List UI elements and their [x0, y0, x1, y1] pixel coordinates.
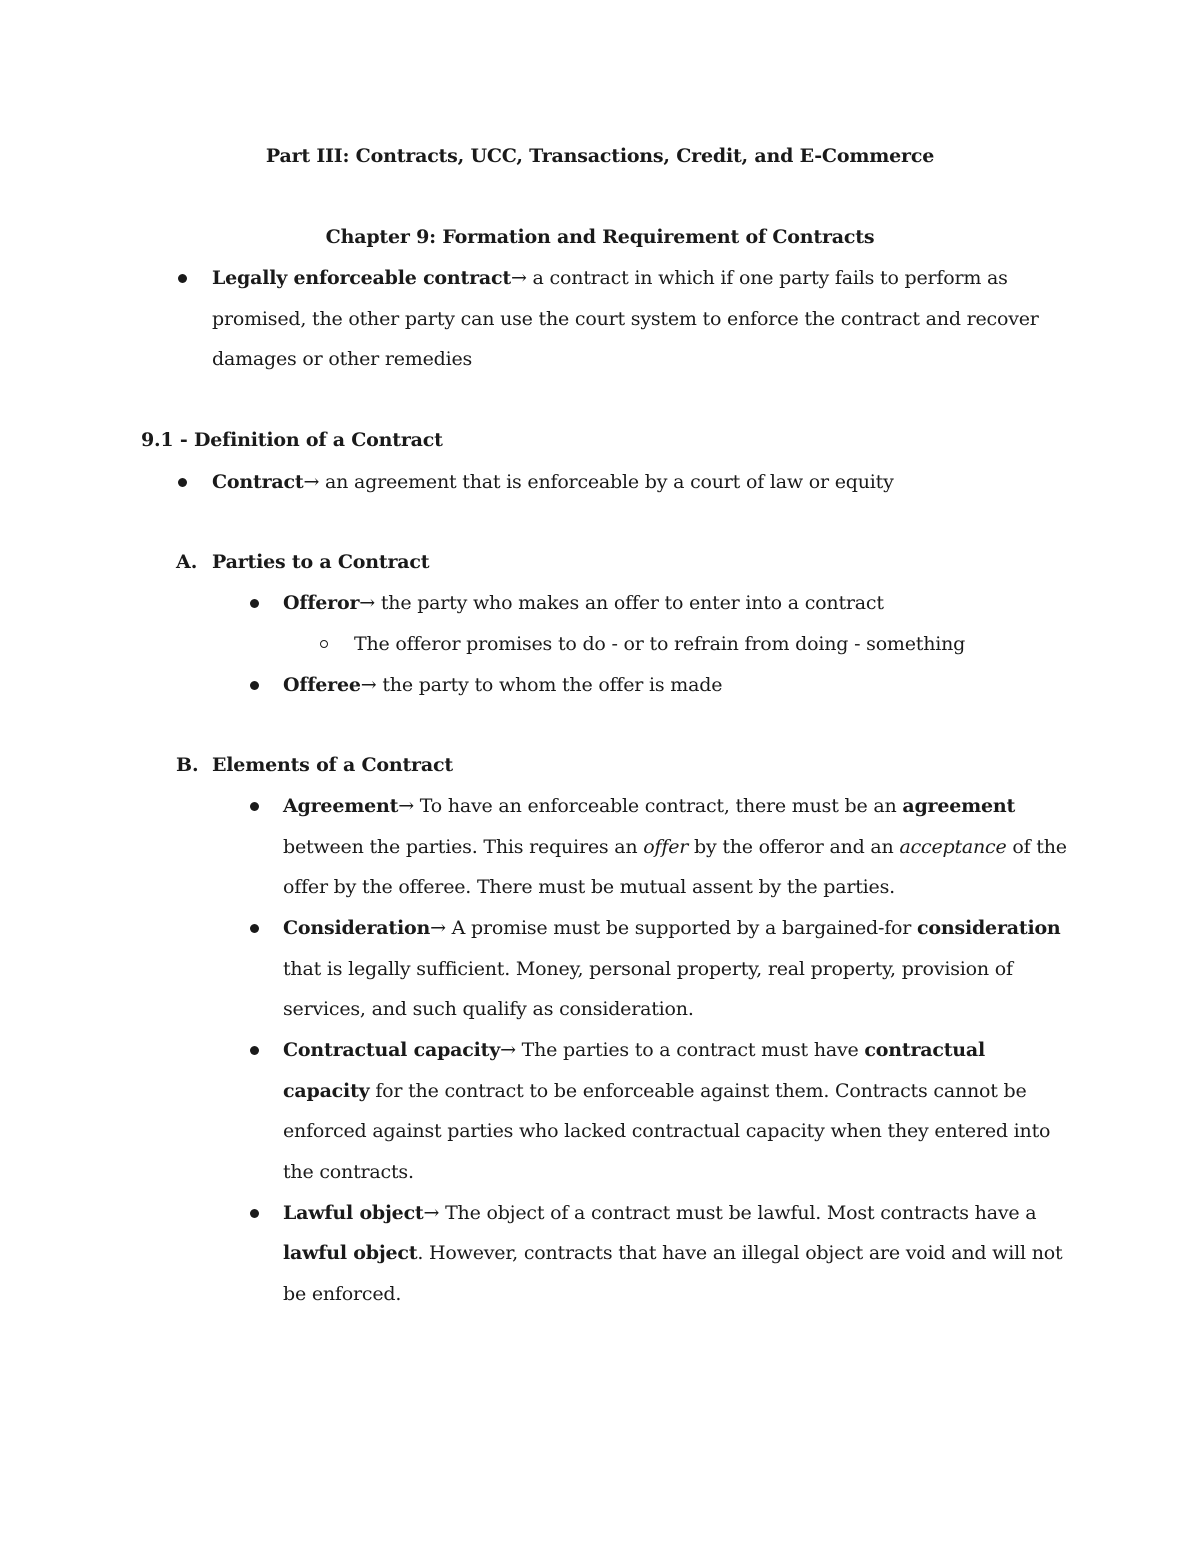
element-continuation: capacity for the contract to be enforceable against them. Contracts cannot be — [283, 1080, 1027, 1102]
part-title: Part III: Contracts, UCC, Transactions, Credit, and E-Commerce — [265, 145, 935, 167]
element-continuation: the contracts. — [283, 1161, 414, 1183]
subsection-heading: Elements of a Contract — [212, 754, 453, 776]
bullet-icon — [250, 599, 259, 608]
bullet-icon — [250, 1209, 259, 1218]
lawful-object-element: Lawful object→ The object of a contract must be lawful. Most contracts have a — [283, 1202, 1037, 1224]
section-heading: 9.1 - Definition of a Contract — [141, 429, 443, 451]
bullet-icon — [250, 1046, 259, 1055]
subsection-heading: Parties to a Contract — [212, 551, 430, 573]
offeror-definition: Offeror→ the party who makes an offer to enter into a contract — [283, 592, 884, 614]
legally-enforceable-contract-definition: Legally enforceable contract→ a contract in which if one party fails to perform as — [212, 267, 1008, 289]
contract-definition: Contract→ an agreement that is enforceable by a court of law or equity — [212, 471, 894, 493]
consideration-element: Consideration→ A promise must be supported by a bargained-for consideration — [283, 917, 1061, 939]
element-continuation: be enforced. — [283, 1283, 402, 1305]
agreement-element: Agreement→ To have an enforceable contract, there must be an agreement — [283, 795, 1016, 817]
element-continuation: between the parties. This requires an offer by the offeror and an acceptance of the — [283, 836, 1067, 858]
element-continuation: offer by the offeree. There must be mutual assent by the parties. — [283, 876, 895, 898]
list-marker: A. — [176, 551, 198, 573]
bullet-icon — [250, 802, 259, 811]
sub-bullet-icon — [320, 640, 328, 648]
element-continuation: services, and such qualify as consideration. — [283, 998, 694, 1020]
list-marker: B. — [176, 754, 199, 776]
offeror-note: The offeror promises to do - or to refrain from doing - something — [354, 633, 966, 655]
element-continuation: that is legally sufficient. Money, personal property, real property, provision of — [283, 958, 1013, 980]
element-continuation: enforced against parties who lacked contractual capacity when they entered into — [283, 1120, 1051, 1142]
capacity-element: Contractual capacity→ The parties to a contract must have contractual — [283, 1039, 986, 1061]
bullet-icon — [250, 924, 259, 933]
bullet-icon — [250, 681, 259, 690]
definition-continuation: promised, the other party can use the court system to enforce the contract and recover — [212, 308, 1039, 330]
element-continuation: lawful object. However, contracts that have an illegal object are void and will not — [283, 1242, 1063, 1264]
offeree-definition: Offeree→ the party to whom the offer is made — [283, 674, 723, 696]
bullet-icon — [178, 478, 187, 487]
bullet-icon — [178, 274, 187, 283]
definition-continuation: damages or other remedies — [212, 348, 473, 370]
chapter-title: Chapter 9: Formation and Requirement of Contracts — [325, 226, 875, 248]
